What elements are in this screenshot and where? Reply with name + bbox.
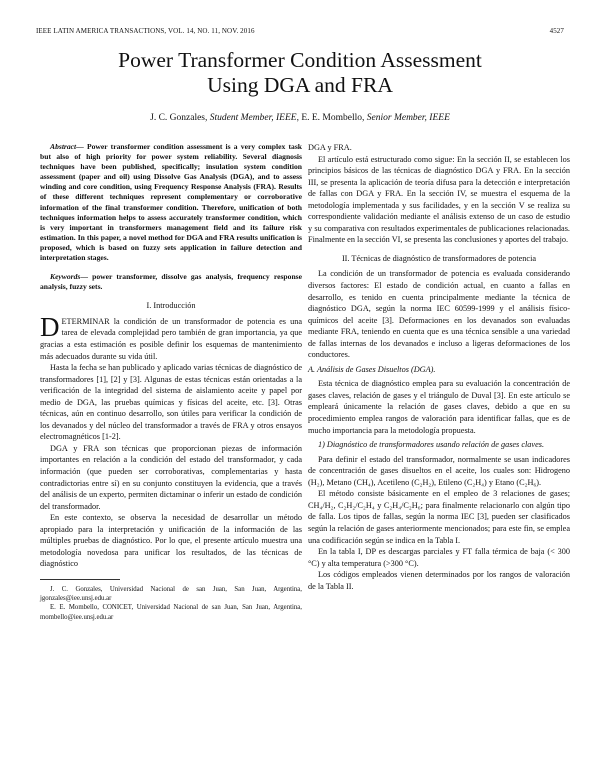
- intro-paragraph-1: [40, 311, 302, 362]
- subsection-a-paragraph: Esta técnica de diagnóstico emplea para su evaluación la concentración de gases claves, relación de gases y el triángulo de Duval [3]. En este artículo se empleará únicamente la relación de gases claves, debido a que en su procedimiento emplea rangos de valoración para identificar fallas, que es de mucho importancia para la metodología propuesta.: [308, 379, 570, 435]
- right-column: [308, 142, 570, 592]
- intro-paragraph-4: En este contexto, se observa la necesidad de desarrollar un método apropiado para la interpretación y unificación de la información de las múltiples pruebas de diagnóstico. Por lo que, el presente artículo muestra una metodología novedosa para unificar los resultados, de las técnicas de diagnóstico: [40, 513, 302, 569]
- subsection-a-heading: A. Análisis de Gases Disueltos (DGA).: [308, 364, 436, 374]
- keywords-label: Keywords: [50, 272, 81, 282]
- left-column: [40, 142, 302, 622]
- title-line-1: Power Transformer Condition Assessment: [118, 48, 482, 72]
- author-1-name: J. C. Gonzales,: [150, 113, 210, 123]
- abstract-label: Abstract: [50, 142, 77, 151]
- running-header: IEEE LATIN AMERICA TRANSACTIONS, VOL. 14, NO. 11, NOV. 2016: [36, 27, 255, 35]
- paper-title: [0, 48, 600, 98]
- title-line-2: Using DGA and FRA: [207, 73, 393, 97]
- footnote-1: J. C. Gonzales, Universidad Nacional de san Juan, San Juan, Argentina, jgonzales@iee.unsj.edu.ar: [40, 585, 302, 603]
- abstract-text: — Power transformer condition assessment is a very complex task but also of high priority for power system reliability. Several diagnosis techniques have been published, specifically; insulation system condition assessment (paper and oil) using Dissolve Gas Analysis (DGA), and to assess winding and core condition, using Frequency Response Analysis (FRA). Results of these different techniques represent complementary or corroborative information of the final transformer condition. Therefore, unification of both techniques information helps to assess accurately transformer condition, which is very important in transformers management field and its failure risk estimation. In this paper, a novel method for DGA and FRA results unification is proposed, which is based on fuzzy sets application in failure detection and interpretation stages.: [40, 142, 302, 263]
- section-1-heading: I. Introducción: [146, 301, 196, 311]
- gas-ratios-paragraph: El método consiste básicamente en el empleo de 3 relaciones de gases; CH₄/H₂, C₂H₂/C₂H₄ y C₂H₄/C₂H₆; para finalmente relacionarlo con algún tipo de falla. Los tipos de fallas, según la norma IEC [3], pueden ser clasificados según la relación de gases anteriormente mencionados; para este fin, se emplea una codificación según se indica en la Tabla I.: [308, 489, 570, 545]
- gas-indicators-paragraph: Para definir el estado del transformador, normalmente se usan indicadores de concentración de gases disueltos en el aceite, los cuales son: Hidrogeno (H₂), Metano (CH₄), Acetileno (C₂H₂), Etileno (C₂H₄) y Etano (C₂H₆).: [308, 454, 570, 487]
- intro-paragraph-2: Hasta la fecha se han publicado y aplicado varias técnicas de diagnóstico de transformadores [1], [2] y [3]. Algunas de estas técnicas están orientadas a la verificación de la integridad del sistema de aislamiento aceite y papel por medio de DGA, las pruebas químicas y físicas del aceite, etc. [3]. Otras técnicas, aún en continuo desarrollo, son útiles para verificar la condición de los devanados y del núcleo del transformador a través de FRA y otros ensayos electromagnéticos [1-2].: [40, 363, 302, 442]
- drop-cap: D: [40, 311, 60, 342]
- page-number: 4527: [549, 27, 564, 35]
- author-2-name: , E. E. Mombello,: [296, 113, 367, 123]
- intro-paragraph-3: DGA y FRA son técnicas que proporcionan piezas de información importantes en relación a la condición del estado del transformador, y cada información (que pueden ser corroborativas, complementarias y hasta contradictorias entre sí) en su conjunto constituyen la evidencia, que a través del análisis de un experto, permiten dictaminar o inferir un estado de condición del transformador.: [40, 443, 302, 511]
- author-line: [0, 113, 600, 123]
- author-2-role: Senior Member, IEEE: [366, 113, 450, 123]
- intro-paragraph-1-text: ETERMINAR la condición de un transformador de potencia es una tarea de elevada complejidad pero también de gran importancia, ya que gracias a esta estimación es posible definir los esquemas de mantenimiento más adecuados durante su vida útil.: [40, 316, 302, 361]
- footnote-divider: [40, 579, 120, 580]
- author-1-role: Student Member, IEEE: [209, 113, 297, 123]
- section-2-paragraph: La condición de un transformador de potencia es evaluada considerando diversos factores: El estado de condición actual, en cuanto a fallas en desarrollo, es tenido en cuenta principalmente mediante la técnica de diagnóstico DGA, según la norma IEC 60599-1999 y el análisis físico-químicos del aceite [3]. Deformaciones en los devanados son evaluadas mediante FRA, teniendo en cuenta que es una técnica sensible a una variedad de fallas internas de los devanados e incluso a ligeras deformaciones de los conductores.: [308, 269, 570, 360]
- continued-text: DGA y FRA.: [308, 143, 352, 152]
- section-2-heading: II. Técnicas de diagnóstico de transformadores de potencia: [341, 253, 537, 263]
- table-i-note: En la tabla I, DP es descargas parciales y FT falla térmica de baja (< 300 °C) y alta temperatura (>300 °C).: [308, 547, 570, 568]
- subsection-1-heading: 1) Diagnóstico de transformadores usando relación de gases claves.: [318, 440, 545, 450]
- structure-paragraph: El artículo está estructurado como sigue: En la sección II, se establecen los principios básicos de las técnicas de diagnóstico DGA y FRA. En la sección III, se presenta la aplicación de teoría difusa para la detección e interpretación de fallas con DGA y FRA. En la sección IV, se muestra el esquema de la metodología implementada y sus facilidades, y en la sección V se realiza su correspondiente validación mediante el análisis extenso de un caso de estudio y su comparativa con resultados experimentales de publicaciones relacionadas. Finalmente en la sección VI, se presenta las conclusiones y aportes del trabajo.: [308, 154, 570, 245]
- footnote-2: E. E. Mombello, CONICET, Universidad Nacional de san Juan, San Juan, Argentina, mombello@iee.unsj.edu.ar: [40, 604, 302, 621]
- keywords-text: — power transformer, dissolve gas analysis, frequency response analysis, fuzzy sets.: [40, 272, 302, 292]
- keywords: [40, 272, 302, 292]
- abstract: [40, 142, 302, 263]
- table-ii-note: Los códigos empleados vienen determinados por los rangos de valoración de la Tabla II.: [308, 570, 570, 591]
